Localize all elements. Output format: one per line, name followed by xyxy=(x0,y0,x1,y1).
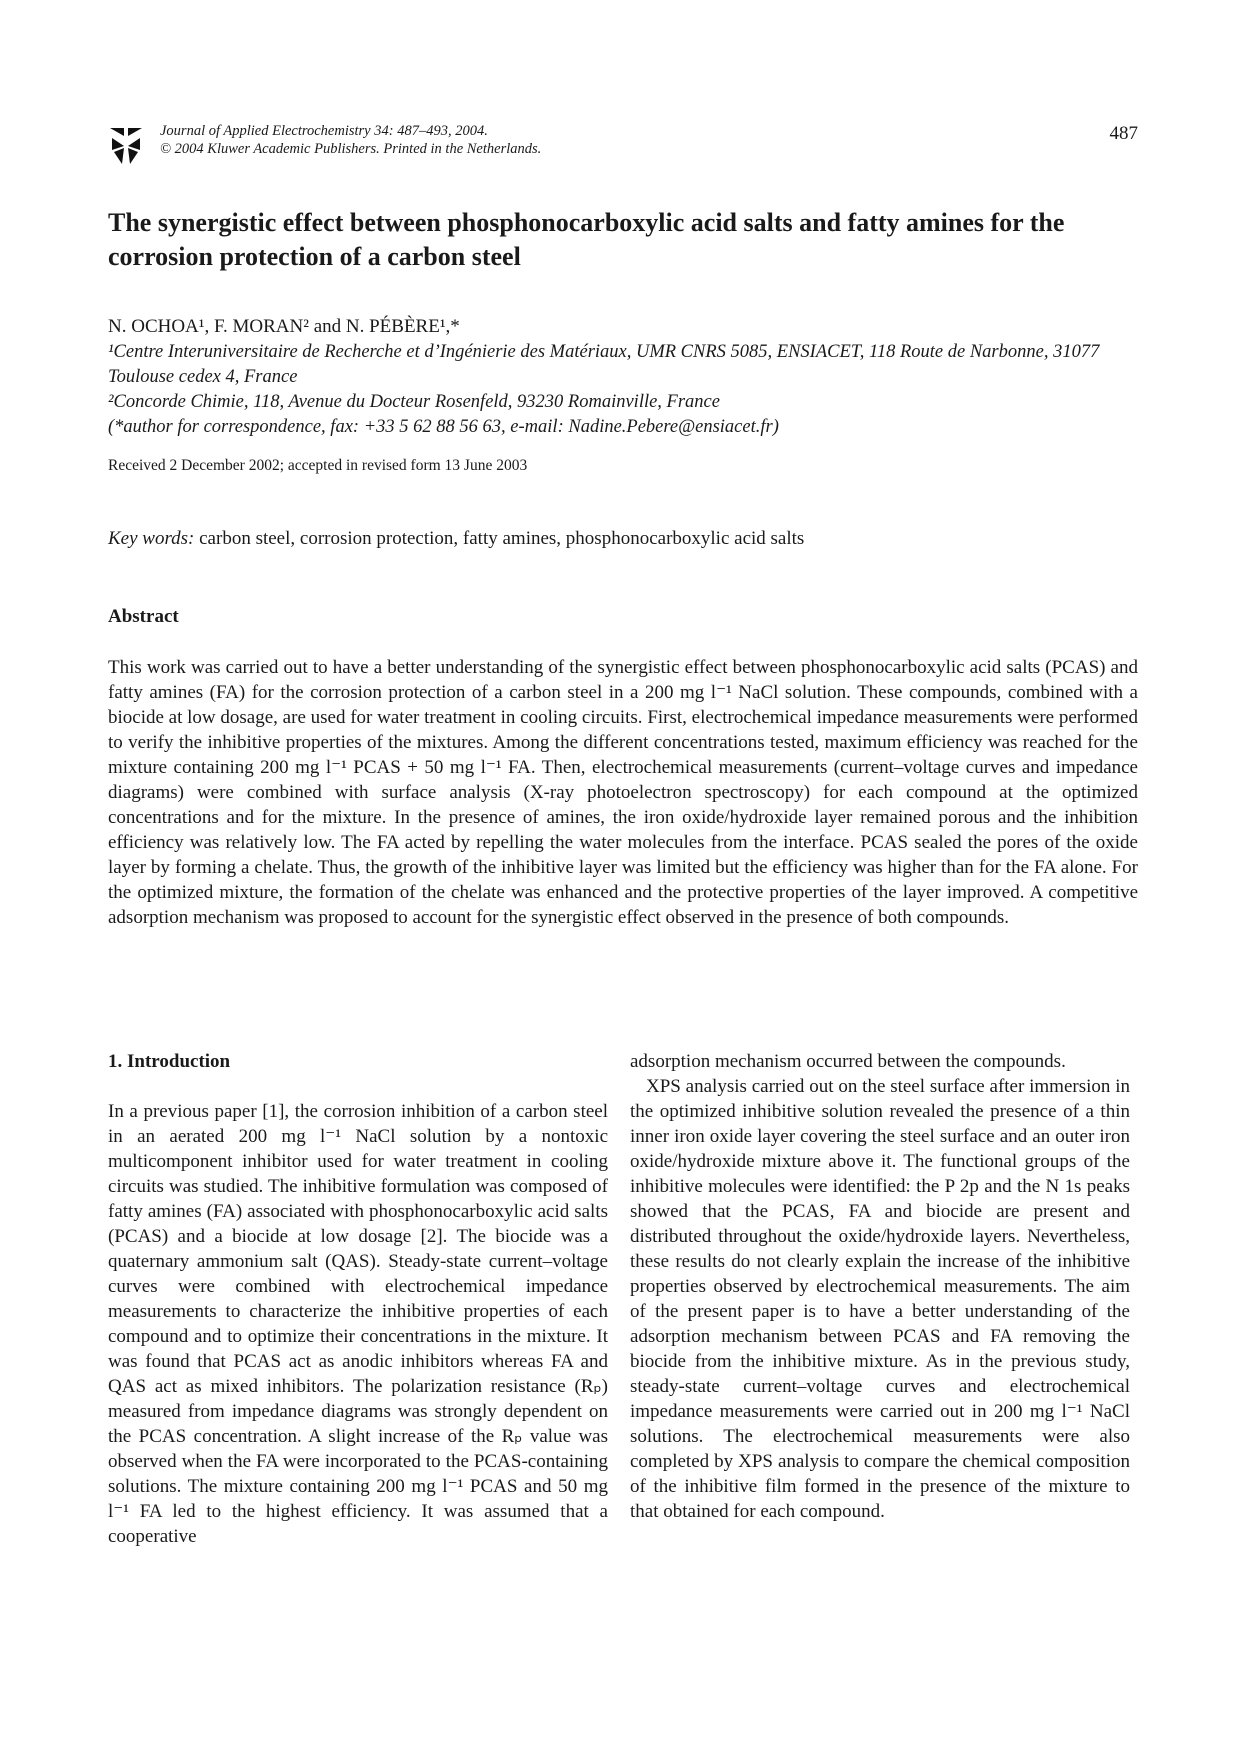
affiliation-1: ¹Centre Interuniversitaire de Recherche et d’Ingénierie des Matériaux, UMR CNRS 5085, ENSIACET, 118 Route de Narbonne, 31077 Toulouse cedex 4, France xyxy=(108,342,1100,387)
intro-paragraph-2: XPS analysis carried out on the steel surface after immersion in the optimized inhibitive solution revealed the presence of a thin inner iron oxide layer covering the steel surface and an outer iron oxide/hydroxide mixture above it. The functional groups of the inhibitive molecules were identified: the P 2p and the N 1s peaks showed that the PCAS, FA and biocide are present and distributed throughout the oxide/hydroxide layers. Nevertheless, these results do not clearly explain the increase of the inhibitive properties observed by electrochemical measurements. The aim of the present paper is to have a better understanding of the adsorption mechanism between PCAS and FA removing the biocide from the inhibitive mixture. As in the previous study, steady-state current–voltage curves and electrochemical impedance measurements were carried out in 200 mg l⁻¹ NaCl solutions. The electrochemical measurements were also completed by XPS analysis to compare the chemical composition of the inhibitive film formed in the presence of the mixture to that obtained for each compound. xyxy=(630,1076,1130,1522)
abstract-heading: Abstract xyxy=(108,606,179,627)
right-column xyxy=(630,1049,1130,1524)
journal-header xyxy=(108,118,1138,168)
paper-title: The synergistic effect between phosphonocarboxylic acid salts and fatty amines for the corrosion protection of a carbon steel xyxy=(108,208,1065,271)
keywords xyxy=(108,528,1138,550)
abstract-text: This work was carried out to have a better understanding of the synergistic effect between phosphonocarboxylic acid salts (PCAS) and fatty amines (FA) for the corrosion protection of a carbon steel in a 200 mg l⁻¹ NaCl solution. These compounds, combined with a biocide at low dosage, are used for water treatment in cooling circuits. First, electrochemical impedance measurements were performed to verify the inhibitive properties of the mixtures. Among the different concentrations tested, maximum efficiency was reached for the mixture containing 200 mg l⁻¹ PCAS + 50 mg l⁻¹ FA. Then, electrochemical measurements (current–voltage curves and impedance diagrams) were combined with surface analysis (X-ray photoelectron spectroscopy) for each compound at the optimized concentrations and for the mixture. In the presence of amines, the iron oxide/hydroxide layer remained porous and the inhibition efficiency was relatively low. The FA acted by repelling the water molecules from the interface. PCAS sealed the pores of the oxide layer by forming a chelate. Thus, the growth of the inhibitive layer was limited but the efficiency was higher than for the FA alone. For the optimized mixture, the formation of the chelate was enhanced and the protective properties of the layer improved. A competitive adsorption mechanism was proposed to account for the synergistic effect observed in the presence of both compounds. xyxy=(108,657,1138,928)
section-heading-introduction: 1. Introduction xyxy=(108,1051,231,1072)
received-date: Received 2 December 2002; accepted in revised form 13 June 2003 xyxy=(108,457,528,474)
intro-continuation: adsorption mechanism occurred between the compounds. xyxy=(630,1051,1066,1072)
keywords-text: carbon steel, corrosion protection, fatty amines, phosphonocarboxylic acid salts xyxy=(199,528,805,549)
kluwer-logo-icon xyxy=(108,126,144,166)
correspondence: (*author for correspondence, fax: +33 5 62 88 56 63, e-mail: Nadine.Pebere@ensiacet.fr) xyxy=(108,417,779,437)
intro-paragraph-1: In a previous paper [1], the corrosion inhibition of a carbon steel in an aerated 200 mg l⁻¹ NaCl solution by a nontoxic multicomponent inhibitor used for water treatment in cooling circuits was studied. The inhibitive formulation was composed of fatty amines (FA) associated with phosphonocarboxylic acid salts (PCAS) and a biocide at low dosage [2]. The biocide was a quaternary ammonium salt (QAS). Steady-state current–voltage curves were combined with electrochemical impedance measurements to characterize the inhibitive properties of each compound and to optimize their concentrations in the mixture. It was found that PCAS act as anodic inhibitors whereas FA and QAS act as mixed inhibitors. The polarization resistance (Rₚ) measured from impedance diagrams was strongly dependent on the PCAS concentration. A slight increase of the Rₚ value was observed when the FA were incorporated to the PCAS-containing solutions. The mixture containing 200 mg l⁻¹ PCAS and 50 mg l⁻¹ FA led to the highest efficiency. It was assumed that a cooperative xyxy=(108,1101,608,1547)
keywords-label: Key words: xyxy=(108,528,195,549)
journal-line-2: © 2004 Kluwer Academic Publishers. Printed in the Netherlands. xyxy=(160,141,542,157)
affiliation-2: ²Concorde Chimie, 118, Avenue du Docteur Rosenfeld, 93230 Romainville, France xyxy=(108,392,720,412)
journal-citation xyxy=(160,122,541,158)
page-number: 487 xyxy=(1109,123,1138,144)
authors: N. OCHOA¹, F. MORAN² and N. PÉBÈRE¹,* xyxy=(108,316,460,337)
left-column xyxy=(108,1049,608,1549)
journal-line-1: Journal of Applied Electrochemistry 34: 487–493, 2004. xyxy=(160,123,488,139)
